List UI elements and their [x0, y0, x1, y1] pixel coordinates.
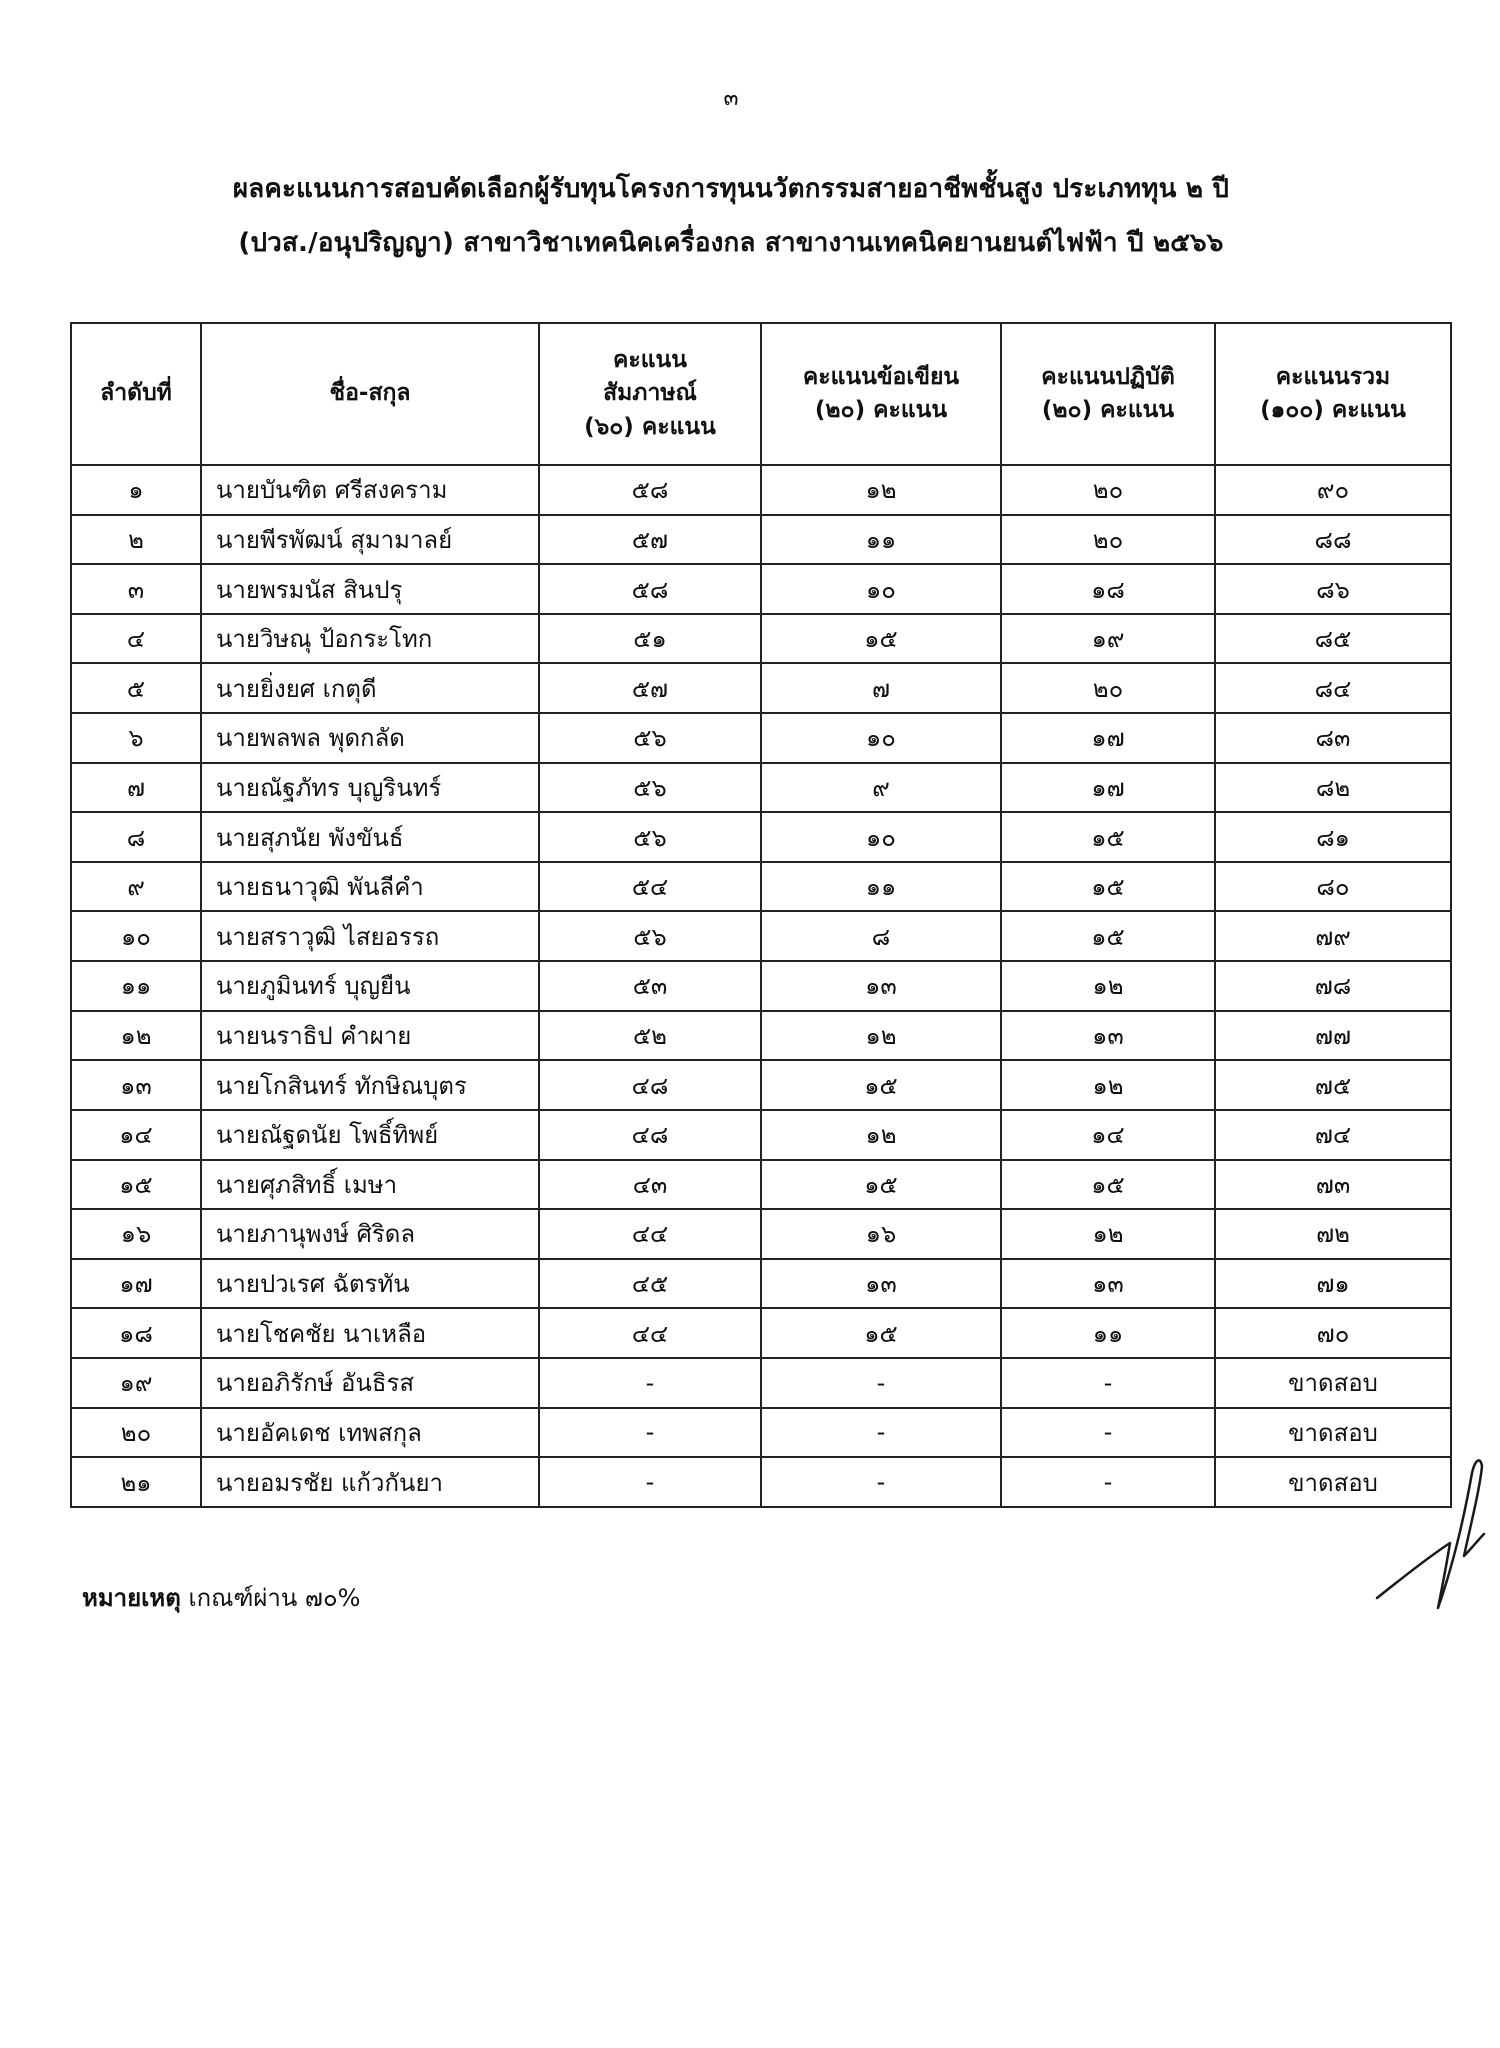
header-interview: คะแนน สัมภาษณ์ (๖๐) คะแนน [539, 323, 761, 465]
cell-name: นายศุภสิทธิ์ เมษา [201, 1160, 539, 1210]
table-row [71, 862, 1451, 912]
cell-written: - [761, 1408, 1001, 1458]
cell-order: ๑๒ [71, 1011, 201, 1061]
cell-name: นายพรมนัส สินปรุ [201, 564, 539, 614]
cell-name: นายธนาวุฒิ พันลีคำ [201, 862, 539, 912]
table-row [71, 911, 1451, 961]
cell-interview: ๕๗ [539, 515, 761, 565]
cell-total: ๗๑ [1215, 1259, 1451, 1309]
cell-written: ๑๐ [761, 812, 1001, 862]
cell-interview: ๕๖ [539, 713, 761, 763]
cell-written: ๑๕ [761, 614, 1001, 664]
cell-practical: - [1001, 1457, 1215, 1507]
cell-total: ๘๓ [1215, 713, 1451, 763]
cell-total: ๗๙ [1215, 911, 1451, 961]
signature-mark [1372, 1448, 1492, 1618]
cell-practical: ๒๐ [1001, 465, 1215, 515]
cell-interview: ๔๕ [539, 1259, 761, 1309]
table-row [71, 1160, 1451, 1210]
cell-name: นายภูมินทร์ บุญยืน [201, 961, 539, 1011]
table-row [71, 713, 1451, 763]
cell-name: นายสราวุฒิ ไสยอรรถ [201, 911, 539, 961]
remark [82, 1578, 360, 1617]
cell-total: ๗๓ [1215, 1160, 1451, 1210]
cell-total: ๗๘ [1215, 961, 1451, 1011]
table-row [71, 1358, 1451, 1408]
cell-order: ๑๙ [71, 1358, 201, 1408]
cell-total: ขาดสอบ [1215, 1358, 1451, 1408]
cell-total: ๗๐ [1215, 1308, 1451, 1358]
header-total: คะแนนรวม (๑๐๐) คะแนน [1215, 323, 1451, 465]
cell-total: ขาดสอบ [1215, 1457, 1451, 1507]
cell-practical: ๑๕ [1001, 1160, 1215, 1210]
cell-name: นายโชคชัย นาเหลือ [201, 1308, 539, 1358]
cell-practical: ๑๕ [1001, 911, 1215, 961]
cell-written: ๙ [761, 763, 1001, 813]
cell-practical: ๑๘ [1001, 564, 1215, 614]
cell-practical: ๑๒ [1001, 961, 1215, 1011]
cell-interview: - [539, 1358, 761, 1408]
cell-total: ๘๖ [1215, 564, 1451, 614]
table-row [71, 1209, 1451, 1259]
table-row [71, 1011, 1451, 1061]
table-row [71, 614, 1451, 664]
cell-interview: ๕๖ [539, 911, 761, 961]
cell-practical: ๒๐ [1001, 515, 1215, 565]
cell-total: ๗๔ [1215, 1110, 1451, 1160]
table-row [71, 1110, 1451, 1160]
cell-order: ๔ [71, 614, 201, 664]
cell-practical: ๑๕ [1001, 862, 1215, 912]
cell-order: ๑๗ [71, 1259, 201, 1309]
cell-name: นายพีรพัฒน์ สุมามาลย์ [201, 515, 539, 565]
table-row [71, 515, 1451, 565]
cell-order: ๓ [71, 564, 201, 614]
cell-interview: ๕๑ [539, 614, 761, 664]
cell-total: ขาดสอบ [1215, 1408, 1451, 1458]
cell-written: ๑๐ [761, 564, 1001, 614]
cell-practical: ๑๙ [1001, 614, 1215, 664]
header-written: คะแนนข้อเขียน (๒๐) คะแนน [761, 323, 1001, 465]
cell-total: ๘๕ [1215, 614, 1451, 664]
cell-order: ๑๔ [71, 1110, 201, 1160]
cell-practical: ๑๒ [1001, 1060, 1215, 1110]
table-row [71, 1060, 1451, 1110]
cell-order: ๖ [71, 713, 201, 763]
cell-order: ๑๐ [71, 911, 201, 961]
cell-order: ๙ [71, 862, 201, 912]
cell-interview: - [539, 1408, 761, 1458]
cell-practical: - [1001, 1358, 1215, 1408]
cell-written: ๑๑ [761, 515, 1001, 565]
cell-interview: ๕๘ [539, 564, 761, 614]
cell-order: ๕ [71, 663, 201, 713]
cell-name: นายอมรชัย แก้วกันยา [201, 1457, 539, 1507]
table-row [71, 1308, 1451, 1358]
cell-order: ๑๘ [71, 1308, 201, 1358]
cell-name: นายภานุพงษ์ ศิริดล [201, 1209, 539, 1259]
cell-order: ๑๖ [71, 1209, 201, 1259]
cell-written: ๑๕ [761, 1308, 1001, 1358]
cell-total: ๘๐ [1215, 862, 1451, 912]
cell-name: นายปวเรศ ฉัตรทัน [201, 1259, 539, 1309]
table-row [71, 465, 1451, 515]
table-row [71, 663, 1451, 713]
document-title-line-1: ผลคะแนนการสอบคัดเลือกผู้รับทุนโครงการทุนนวัตกรรมสายอาชีพชั้นสูง ประเภททุน ๒ ปี [232, 174, 1230, 204]
cell-order: ๒๐ [71, 1408, 201, 1458]
cell-name: นายอภิรักษ์ อันธิรส [201, 1358, 539, 1408]
header-name: ชื่อ-สกุล [201, 323, 539, 465]
cell-total: ๙๐ [1215, 465, 1451, 515]
cell-written: ๘ [761, 911, 1001, 961]
header-row [71, 323, 1451, 465]
cell-written: ๑๒ [761, 465, 1001, 515]
cell-practical: ๑๕ [1001, 812, 1215, 862]
table-row [71, 1457, 1451, 1507]
cell-total: ๘๒ [1215, 763, 1451, 813]
cell-order: ๗ [71, 763, 201, 813]
cell-name: นายนราธิป คำผาย [201, 1011, 539, 1061]
remark-label: หมายเหตุ [82, 1584, 181, 1612]
cell-interview: ๔๘ [539, 1060, 761, 1110]
cell-interview: ๕๗ [539, 663, 761, 713]
cell-practical: - [1001, 1408, 1215, 1458]
cell-practical: ๑๑ [1001, 1308, 1215, 1358]
cell-written: - [761, 1358, 1001, 1408]
header-order: ลำดับที่ [71, 323, 201, 465]
cell-interview: ๕๓ [539, 961, 761, 1011]
table-row [71, 564, 1451, 614]
cell-practical: ๑๔ [1001, 1110, 1215, 1160]
cell-total: ๘๑ [1215, 812, 1451, 862]
cell-order: ๑๕ [71, 1160, 201, 1210]
score-table [70, 322, 1452, 1508]
cell-written: ๑๕ [761, 1060, 1001, 1110]
cell-interview: ๕๔ [539, 862, 761, 912]
cell-written: ๑๑ [761, 862, 1001, 912]
table-row [71, 812, 1451, 862]
cell-written: ๑๖ [761, 1209, 1001, 1259]
cell-interview: ๕๘ [539, 465, 761, 515]
cell-written: ๑๒ [761, 1011, 1001, 1061]
remark-text: เกณฑ์ผ่าน ๗๐% [188, 1584, 361, 1612]
table-row [71, 763, 1451, 813]
cell-order: ๑๑ [71, 961, 201, 1011]
document-title-line-2: (ปวส./อนุปริญญา) สาขาวิชาเทคนิคเครื่องกล สาขางานเทคนิคยานยนต์ไฟฟ้า ปี ๒๕๖๖ [238, 228, 1224, 258]
cell-name: นายณัฐภัทร บุญรินทร์ [201, 763, 539, 813]
cell-name: นายสุภนัย พังขันธ์ [201, 812, 539, 862]
cell-written: - [761, 1457, 1001, 1507]
cell-practical: ๑๓ [1001, 1259, 1215, 1309]
cell-order: ๒ [71, 515, 201, 565]
cell-order: ๘ [71, 812, 201, 862]
cell-name: นายณัฐดนัย โพธิ์ทิพย์ [201, 1110, 539, 1160]
cell-interview: ๕๒ [539, 1011, 761, 1061]
cell-interview: ๔๘ [539, 1110, 761, 1160]
cell-interview: ๔๔ [539, 1209, 761, 1259]
cell-name: นายบันฑิต ศรีสงคราม [201, 465, 539, 515]
cell-total: ๘๔ [1215, 663, 1451, 713]
cell-practical: ๒๐ [1001, 663, 1215, 713]
cell-order: ๑ [71, 465, 201, 515]
cell-written: ๗ [761, 663, 1001, 713]
cell-order: ๑๓ [71, 1060, 201, 1110]
cell-name: นายวิษณุ ป้อกระโทก [201, 614, 539, 664]
cell-total: ๗๕ [1215, 1060, 1451, 1110]
cell-written: ๑๓ [761, 961, 1001, 1011]
cell-total: ๗๗ [1215, 1011, 1451, 1061]
table-row [71, 1408, 1451, 1458]
cell-written: ๑๓ [761, 1259, 1001, 1309]
cell-total: ๘๘ [1215, 515, 1451, 565]
cell-order: ๒๑ [71, 1457, 201, 1507]
table-row [71, 1259, 1451, 1309]
cell-written: ๑๕ [761, 1160, 1001, 1210]
cell-name: นายอัคเดช เทพสกุล [201, 1408, 539, 1458]
cell-name: นายยิ่งยศ เกตุดี [201, 663, 539, 713]
page-number: ๓ [723, 86, 739, 111]
table-row [71, 961, 1451, 1011]
header-practical: คะแนนปฏิบัติ (๒๐) คะแนน [1001, 323, 1215, 465]
cell-name: นายพลพล พุดกลัด [201, 713, 539, 763]
cell-interview: ๔๓ [539, 1160, 761, 1210]
cell-interview: ๔๔ [539, 1308, 761, 1358]
cell-interview: ๕๖ [539, 763, 761, 813]
cell-practical: ๑๗ [1001, 763, 1215, 813]
cell-practical: ๑๒ [1001, 1209, 1215, 1259]
cell-written: ๑๒ [761, 1110, 1001, 1160]
cell-total: ๗๒ [1215, 1209, 1451, 1259]
cell-written: ๑๐ [761, 713, 1001, 763]
cell-interview: ๕๖ [539, 812, 761, 862]
cell-practical: ๑๓ [1001, 1011, 1215, 1061]
cell-interview: - [539, 1457, 761, 1507]
cell-practical: ๑๗ [1001, 713, 1215, 763]
cell-name: นายโกสินทร์ ทักษิณบุตร [201, 1060, 539, 1110]
